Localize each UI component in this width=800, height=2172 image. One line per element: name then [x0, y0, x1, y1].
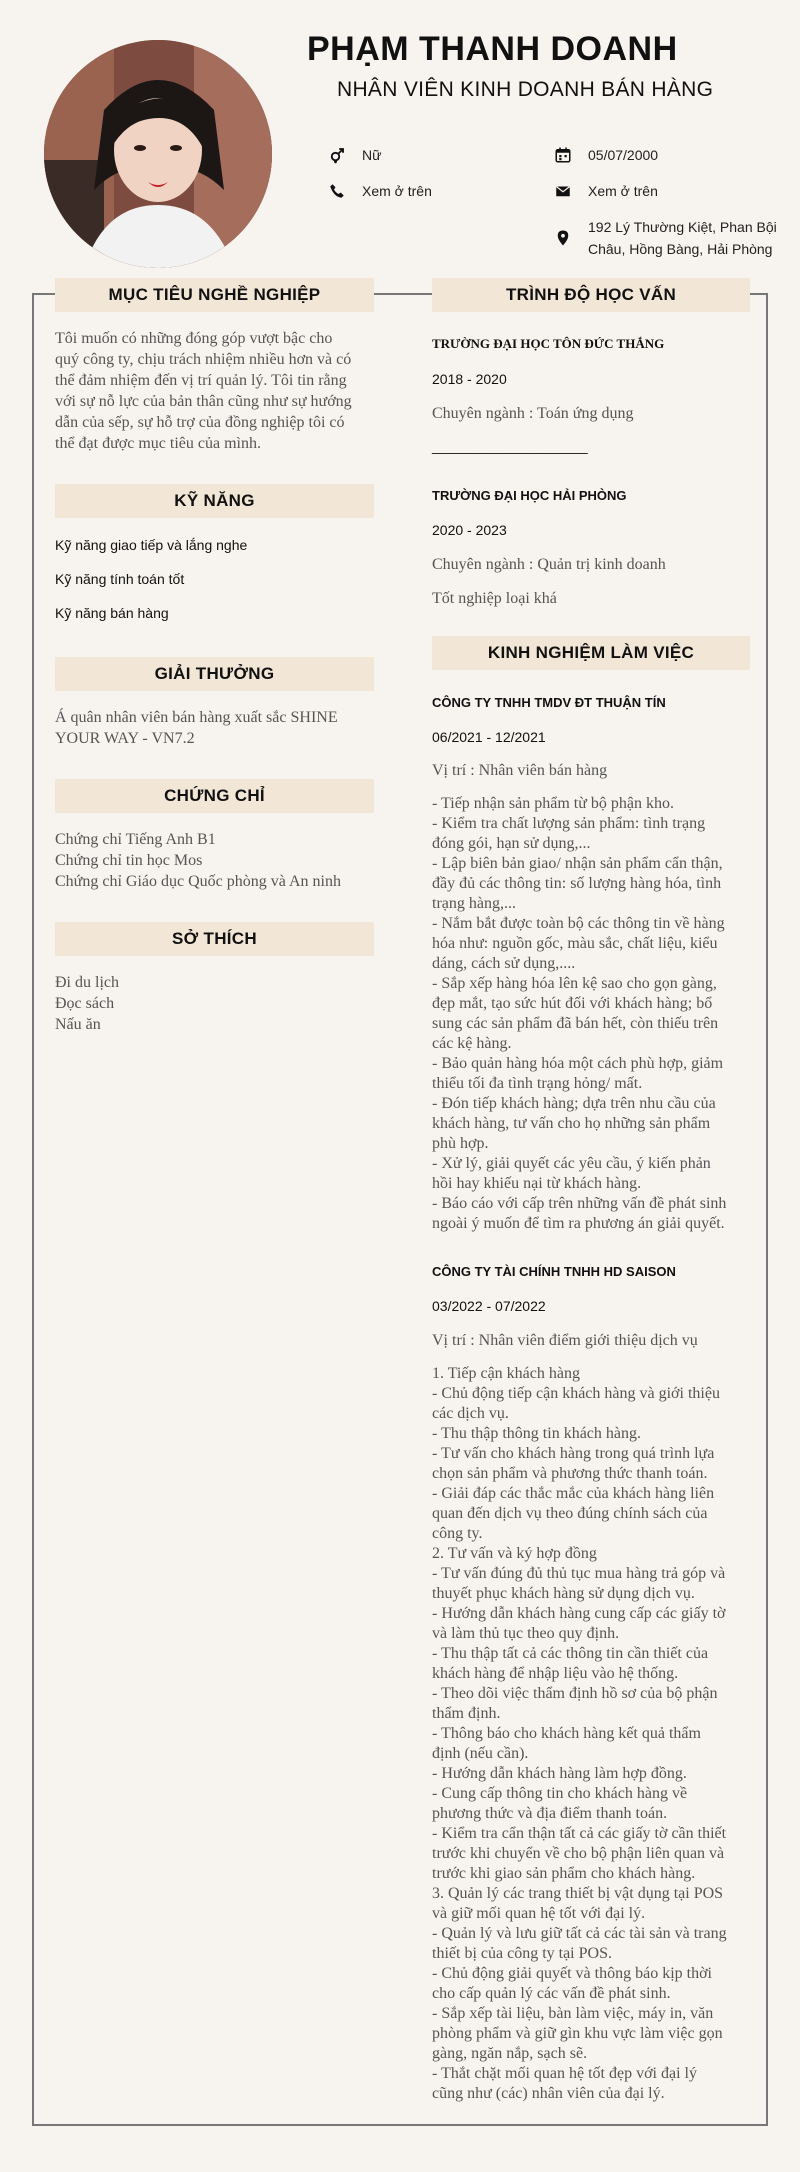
- education-separator: ____________________: [432, 438, 588, 454]
- certificates-list: [55, 829, 385, 892]
- duty-line: 3. Quản lý các trang thiết bị vật dụng tại POS: [432, 1885, 724, 1902]
- duty-line: - Kiểm tra cẩn thận tất cả các giấy tờ cần thiết: [432, 1825, 727, 1842]
- skills-heading: KỸ NĂNG: [55, 484, 374, 518]
- duty-line: và làm thủ tục theo quy định.: [432, 1625, 620, 1642]
- school-2-name: TRƯỜNG ĐẠI HỌC HẢI PHÒNG: [432, 488, 627, 503]
- certificates-heading: CHỨNG CHỈ: [55, 779, 374, 813]
- duty-line: - Tiếp nhận sản phẩm từ bộ phận kho.: [432, 795, 674, 812]
- duty-line: - Hướng dẫn khách hàng cung cấp các giấy tờ: [432, 1605, 726, 1622]
- duty-line: cũng như (các) nhân viên của đại lý.: [432, 2085, 665, 2102]
- duty-line: thẩm định.: [432, 1705, 501, 1722]
- address-line1: 192 Lý Thường Kiệt, Phan Bội: [588, 219, 777, 235]
- experience-heading: KINH NGHIỆM LÀM VIỆC: [432, 636, 750, 670]
- objective-line: Tôi muốn có những đóng góp vượt bậc cho: [55, 330, 333, 347]
- duty-line: - Cung cấp thông tin cho khách hàng về: [432, 1785, 688, 1802]
- frame-top-right: [748, 293, 768, 295]
- certificate-item: Chứng chỉ tin học Mos: [55, 852, 203, 869]
- school-1-major: Chuyên ngành : Toán ứng dụng: [432, 405, 634, 422]
- duty-line: - Theo dõi việc thẩm định hồ sơ của bộ phận: [432, 1685, 718, 1702]
- duty-line: hóa như: nguồn gốc, màu sắc, chất liệu, kiểu: [432, 935, 718, 952]
- duty-line: cho cấp quản lý các vấn đề phát sinh.: [432, 1985, 671, 2002]
- duty-line: - Lập biên bản giao/ nhận sản phẩm cẩn thận,: [432, 855, 723, 872]
- duty-line: - Đón tiếp khách hàng; dựa trên nhu cầu của: [432, 1095, 716, 1112]
- hobbies-list: [55, 972, 385, 1035]
- calendar-icon: [554, 144, 588, 166]
- award-line: YOUR WAY - VN7.2: [55, 730, 195, 747]
- address-line2: Châu, Hồng Bàng, Hải Phòng: [588, 241, 773, 257]
- school-2-grade: Tốt nghiệp loại khá: [432, 590, 557, 607]
- duty-line: - Quản lý và lưu giữ tất cả các tài sản và trang: [432, 1925, 727, 1942]
- hobby-item: Đọc sách: [55, 995, 115, 1012]
- duty-line: phương thức và địa điểm thanh toán.: [432, 1805, 668, 1822]
- objective-line: quý công ty, chịu trách nhiệm nhiều hơn và có: [55, 351, 352, 368]
- duty-line: quan đến dịch vụ theo đúng chính sách của: [432, 1505, 708, 1522]
- candidate-role: NHÂN VIÊN KINH DOANH BÁN HÀNG: [337, 78, 714, 101]
- duty-line: các kệ hàng.: [432, 1035, 512, 1052]
- school-1-name: TRƯỜNG ĐẠI HỌC TÔN ĐỨC THẮNG: [432, 336, 665, 351]
- duty-line: - Tư vấn cho khách hàng trong quá trình lựa: [432, 1445, 715, 1462]
- duty-line: - Xử lý, giải quyết các yêu cầu, ý kiến phản: [432, 1155, 711, 1172]
- objective-text: [55, 328, 385, 454]
- company-1-name: CÔNG TY TNHH TMDV ĐT THUẬN TÍN: [432, 695, 666, 710]
- objective-line: thể đạt được mục tiêu của mình.: [55, 435, 261, 452]
- duty-line: các dịch vụ.: [432, 1405, 509, 1422]
- duty-line: gàng, ngăn nắp, sạch sẽ.: [432, 2045, 588, 2062]
- skill-item: Kỹ năng bán hàng: [55, 605, 169, 621]
- phone-value: Xem ở trên: [362, 183, 432, 199]
- email-value: Xem ở trên: [588, 183, 658, 199]
- hobbies-heading: SỞ THÍCH: [55, 922, 374, 956]
- birthday-row: [554, 144, 658, 166]
- duty-line: trạng hàng,...: [432, 895, 516, 912]
- objective-line: với sự nỗ lực của bản thân cũng như sự hướng: [55, 393, 352, 410]
- company-2-period: 03/2022 - 07/2022: [432, 1298, 546, 1314]
- duty-line: sung các sản phẩm đã bán hết, còn thiếu trên: [432, 1015, 719, 1032]
- company-2-name: CÔNG TY TÀI CHÍNH TNHH HD SAISON: [432, 1264, 676, 1279]
- duty-line: - Chủ động tiếp cận khách hàng và giới thiệu: [432, 1385, 720, 1402]
- duty-line: thuyết phục khách hàng sử dụng dịch vụ.: [432, 1585, 695, 1602]
- profile-photo: [44, 40, 272, 268]
- duty-line: thiết bị của công ty tại POS.: [432, 1945, 612, 1962]
- avatar: [44, 40, 272, 268]
- duty-line: công ty.: [432, 1525, 483, 1542]
- duty-line: - Sắp xếp hàng hóa lên kệ sao cho gọn gàng,: [432, 975, 717, 992]
- address-row: [554, 216, 777, 260]
- company-1-period: 06/2021 - 12/2021: [432, 729, 546, 745]
- duty-line: - Thu thập tất cả các thông tin cần thiết của: [432, 1645, 709, 1662]
- school-2-years: 2020 - 2023: [432, 522, 507, 538]
- gender-value: Nữ: [362, 147, 382, 163]
- duty-line: - Chủ động giải quyết và thông báo kịp thời: [432, 1965, 712, 1982]
- duty-line: - Bảo quản hàng hóa một cách phù hợp, giảm: [432, 1055, 724, 1072]
- duty-line: - Tư vấn đúng đủ thủ tục mua hàng trả góp và: [432, 1565, 726, 1582]
- duty-line: - Sắp xếp tài liệu, bàn làm việc, máy in, văn: [432, 2005, 714, 2022]
- phone-icon: [328, 180, 362, 202]
- school-1-years: 2018 - 2020: [432, 371, 507, 387]
- frame-top-middle: [372, 293, 432, 295]
- duty-line: 1. Tiếp cận khách hàng: [432, 1365, 580, 1382]
- duty-line: - Giải đáp các thắc mắc của khách hàng liên: [432, 1485, 715, 1502]
- birthday-value: 05/07/2000: [588, 147, 659, 163]
- objective-line: thể đảm nhiệm đến vị trí quản lý. Tôi tin rằng: [55, 372, 347, 389]
- address-value: [588, 216, 777, 260]
- gender-row: [328, 144, 381, 166]
- duty-line: - Hướng dẫn khách hàng làm hợp đồng.: [432, 1765, 687, 1782]
- duty-line: 2. Tư vấn và ký hợp đồng: [432, 1545, 597, 1562]
- company-1-position: Vị trí : Nhân viên bán hàng: [432, 762, 608, 779]
- duty-line: phù hợp.: [432, 1135, 489, 1152]
- award-line: Á quân nhân viên bán hàng xuất sắc SHINE: [55, 709, 338, 726]
- phone-row: [328, 180, 432, 202]
- awards-text: [55, 707, 385, 749]
- duty-line: đóng gói, hạn sử dụng,...: [432, 835, 591, 852]
- duty-line: hồi hay khiếu nại từ khách hàng.: [432, 1175, 642, 1192]
- duty-line: dáng, cách sử dụng,....: [432, 955, 576, 972]
- duty-line: - Kiểm tra chất lượng sản phẩm: tình trạng: [432, 815, 706, 832]
- duty-line: - Thu thập thông tin khách hàng.: [432, 1425, 641, 1442]
- email-row: [554, 180, 658, 202]
- duty-line: ngoài ý muốn để tìm ra phương án giải quyết.: [432, 1215, 725, 1232]
- duty-line: - Báo cáo với cấp trên những vấn đề phát sinh: [432, 1195, 727, 1212]
- location-pin-icon: [554, 216, 588, 260]
- company-2-duties: [432, 1364, 762, 2104]
- frame-top-left: [32, 293, 56, 295]
- duty-line: trước khi giao sản phẩm cho khách hàng.: [432, 1865, 696, 1882]
- education-heading: TRÌNH ĐỘ HỌC VẤN: [432, 278, 750, 312]
- duty-line: - Thắt chặt mối quan hệ tốt đẹp với đại lý: [432, 2065, 697, 2082]
- duty-line: phòng phẩm và giữ gìn khu vực làm việc gọn: [432, 2025, 723, 2042]
- company-1-duties: [432, 794, 762, 1234]
- duty-line: đầy đủ các thông tin: số lượng hàng hóa, tình: [432, 875, 722, 892]
- duty-line: định (nếu cần).: [432, 1745, 529, 1762]
- skill-item: Kỹ năng tính toán tốt: [55, 571, 185, 587]
- certificate-item: Chứng chỉ Tiếng Anh B1: [55, 831, 216, 848]
- hobby-item: Đi du lịch: [55, 974, 119, 991]
- duty-line: - Thông báo cho khách hàng kết quả thẩm: [432, 1725, 701, 1742]
- duty-line: khách hàng để nhập liệu vào hệ thống.: [432, 1665, 679, 1682]
- certificate-item: Chứng chỉ Giáo dục Quốc phòng và An ninh: [55, 873, 341, 890]
- awards-heading: GIẢI THƯỞNG: [55, 657, 374, 691]
- company-2-position: Vị trí : Nhân viên điểm giới thiệu dịch vụ: [432, 1332, 698, 1349]
- duty-line: trước khi chuyển về cho bộ phận liên quan và: [432, 1845, 725, 1862]
- objective-heading: MỤC TIÊU NGHỀ NGHIỆP: [55, 278, 374, 312]
- duty-line: chọn sản phẩm và phương thức thanh toán.: [432, 1465, 708, 1482]
- objective-line: dẫn của sếp, sự hỗ trợ của đồng nghiệp tôi có: [55, 414, 345, 431]
- duty-line: - Nắm bắt được toàn bộ các thông tin về hàng: [432, 915, 725, 932]
- duty-line: thiểu tối đa tình trạng hỏng/ mất.: [432, 1075, 643, 1092]
- gender-icon: [328, 144, 362, 166]
- school-2-major: Chuyên ngành : Quản trị kinh doanh: [432, 556, 666, 573]
- envelope-icon: [554, 180, 588, 202]
- duty-line: đẹp mắt, tạo sức hút đối với khách hàng; bổ: [432, 995, 713, 1012]
- duty-line: khách hàng, tư vấn cho họ những sản phẩm: [432, 1115, 711, 1132]
- skill-item: Kỹ năng giao tiếp và lắng nghe: [55, 537, 248, 553]
- duty-line: và giữ mối quan hệ tốt với đại lý.: [432, 1905, 646, 1922]
- hobby-item: Nấu ăn: [55, 1016, 101, 1033]
- candidate-name: PHẠM THANH DOANH: [307, 30, 678, 68]
